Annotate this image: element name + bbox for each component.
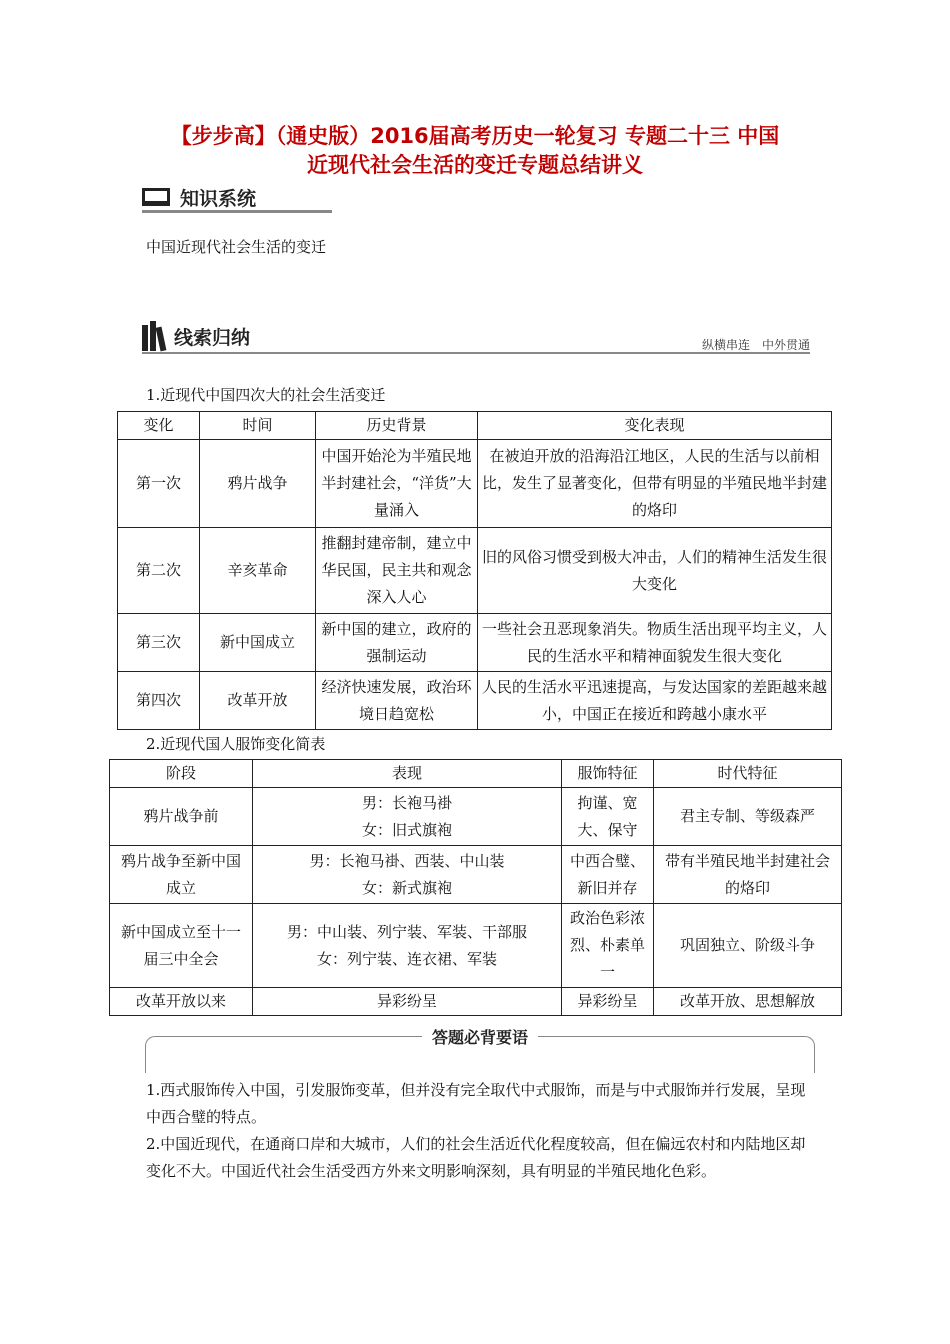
table-cell: 一些社会丑恶现象消失。物质生活出现平均主义，人民的生活水平和精神面貌发生很大变化 — [478, 614, 832, 672]
table2-caption: 2.近现代国人服饰变化简表 — [146, 735, 326, 753]
table-row — [110, 846, 842, 904]
table-cell: 带有半殖民地半封建社会的烙印 — [654, 846, 842, 904]
books-icon — [142, 321, 164, 351]
section-tagline: 纵横串连 中外贯通 — [701, 338, 810, 352]
table-row — [118, 614, 832, 672]
table-cell: 中国开始沦为半殖民地半封建社会，“洋货”大量涌入 — [316, 440, 478, 528]
table-cell: 男：长袍马褂 女：旧式旗袍 — [253, 788, 562, 846]
table-row — [118, 528, 832, 614]
table-cell: 新中国成立至十一届三中全会 — [110, 904, 253, 988]
table-cell: 新中国成立 — [200, 614, 316, 672]
table-cell: 在被迫开放的沿海沿江地区，人民的生活与以前相比，发生了显著变化，但带有明显的半殖民地半封建的烙印 — [478, 440, 832, 528]
table-cell: 第四次 — [118, 672, 200, 730]
header-cell: 阶段 — [110, 760, 253, 788]
header-cell: 时代特征 — [654, 760, 842, 788]
title-line-2: 近现代社会生活的变迁专题总结讲义 — [307, 153, 643, 177]
table-cell: 旧的风俗习惯受到极大冲击，人们的精神生活发生很大变化 — [478, 528, 832, 614]
table-cell: 人民的生活水平迅速提高，与发达国家的差距越来越小，中国正在接近和跨越小康水平 — [478, 672, 832, 730]
table-cell: 巩固独立、阶级斗争 — [654, 904, 842, 988]
social-life-changes-table — [117, 411, 832, 730]
section-header-knowledge — [142, 180, 332, 214]
table-cell: 改革开放以来 — [110, 988, 253, 1016]
clothing-changes-table — [109, 759, 842, 1016]
document-title — [130, 122, 820, 180]
table-header-row — [118, 412, 832, 440]
section-rule — [142, 352, 810, 354]
table-cell: 男：中山装、列宁装、军装、干部服 女：列宁装、连衣裙、军装 — [253, 904, 562, 988]
title-line-1: 【步步高】（通史版）2016届高考历史一轮复习 专题二十三 中国 — [170, 124, 780, 148]
answer-box — [145, 1028, 815, 1073]
table-row — [110, 904, 842, 988]
table-cell: 中西合璧、新旧并存 — [562, 846, 654, 904]
table-cell: 辛亥革命 — [200, 528, 316, 614]
header-cell: 历史背景 — [316, 412, 478, 440]
section-header-clues — [142, 316, 810, 356]
header-cell: 变化表现 — [478, 412, 832, 440]
table-header-row — [110, 760, 842, 788]
table-cell: 异彩纷呈 — [253, 988, 562, 1016]
table-cell: 第一次 — [118, 440, 200, 528]
table1-caption: 1.近现代中国四次大的社会生活变迁 — [146, 386, 386, 404]
table-cell: 鸦片战争 — [200, 440, 316, 528]
section-rule — [142, 210, 332, 213]
table-cell: 推翻封建帝制，建立中华民国，民主共和观念深入人心 — [316, 528, 478, 614]
table-row — [118, 672, 832, 730]
answer-title: 答题必背要语 — [422, 1025, 538, 1048]
header-cell: 服饰特征 — [562, 760, 654, 788]
section-content: 中国近现代社会生活的变迁 — [146, 238, 327, 256]
section-label: 知识系统 — [180, 187, 257, 210]
header-cell: 变化 — [118, 412, 200, 440]
table-cell: 第二次 — [118, 528, 200, 614]
table-cell: 政治色彩浓烈、朴素单一 — [562, 904, 654, 988]
table-cell: 异彩纷呈 — [562, 988, 654, 1016]
table-cell: 新中国的建立，政府的强制运动 — [316, 614, 478, 672]
monitor-icon — [142, 188, 170, 206]
table-cell: 鸦片战争前 — [110, 788, 253, 846]
table-row — [118, 440, 832, 528]
table-cell: 经济快速发展，政治环境日趋宽松 — [316, 672, 478, 730]
table-row — [110, 988, 842, 1016]
table-row — [110, 788, 842, 846]
table-cell: 改革开放、思想解放 — [654, 988, 842, 1016]
answer-paragraph-2: 2.中国近现代，在通商口岸和大城市，人们的社会生活近代化程度较高，但在偏远农村和内陆地区却变化不大。中国近代社会生活受西方外来文明影响深刻，具有明显的半殖民地化色彩。 — [146, 1135, 806, 1180]
table-cell: 第三次 — [118, 614, 200, 672]
answer-paragraph-1: 1.西式服饰传入中国，引发服饰变革，但并没有完全取代中式服饰，而是与中式服饰并行发展，呈现中西合璧的特点。 — [146, 1081, 806, 1126]
table-cell: 拘谨、宽大、保守 — [562, 788, 654, 846]
table-cell: 鸦片战争至新中国成立 — [110, 846, 253, 904]
header-cell: 表现 — [253, 760, 562, 788]
header-cell: 时间 — [200, 412, 316, 440]
table-cell: 男：长袍马褂、西装、中山装 女：新式旗袍 — [253, 846, 562, 904]
table-cell: 君主专制、等级森严 — [654, 788, 842, 846]
table-cell: 改革开放 — [200, 672, 316, 730]
section-label: 线索归纳 — [174, 326, 251, 349]
